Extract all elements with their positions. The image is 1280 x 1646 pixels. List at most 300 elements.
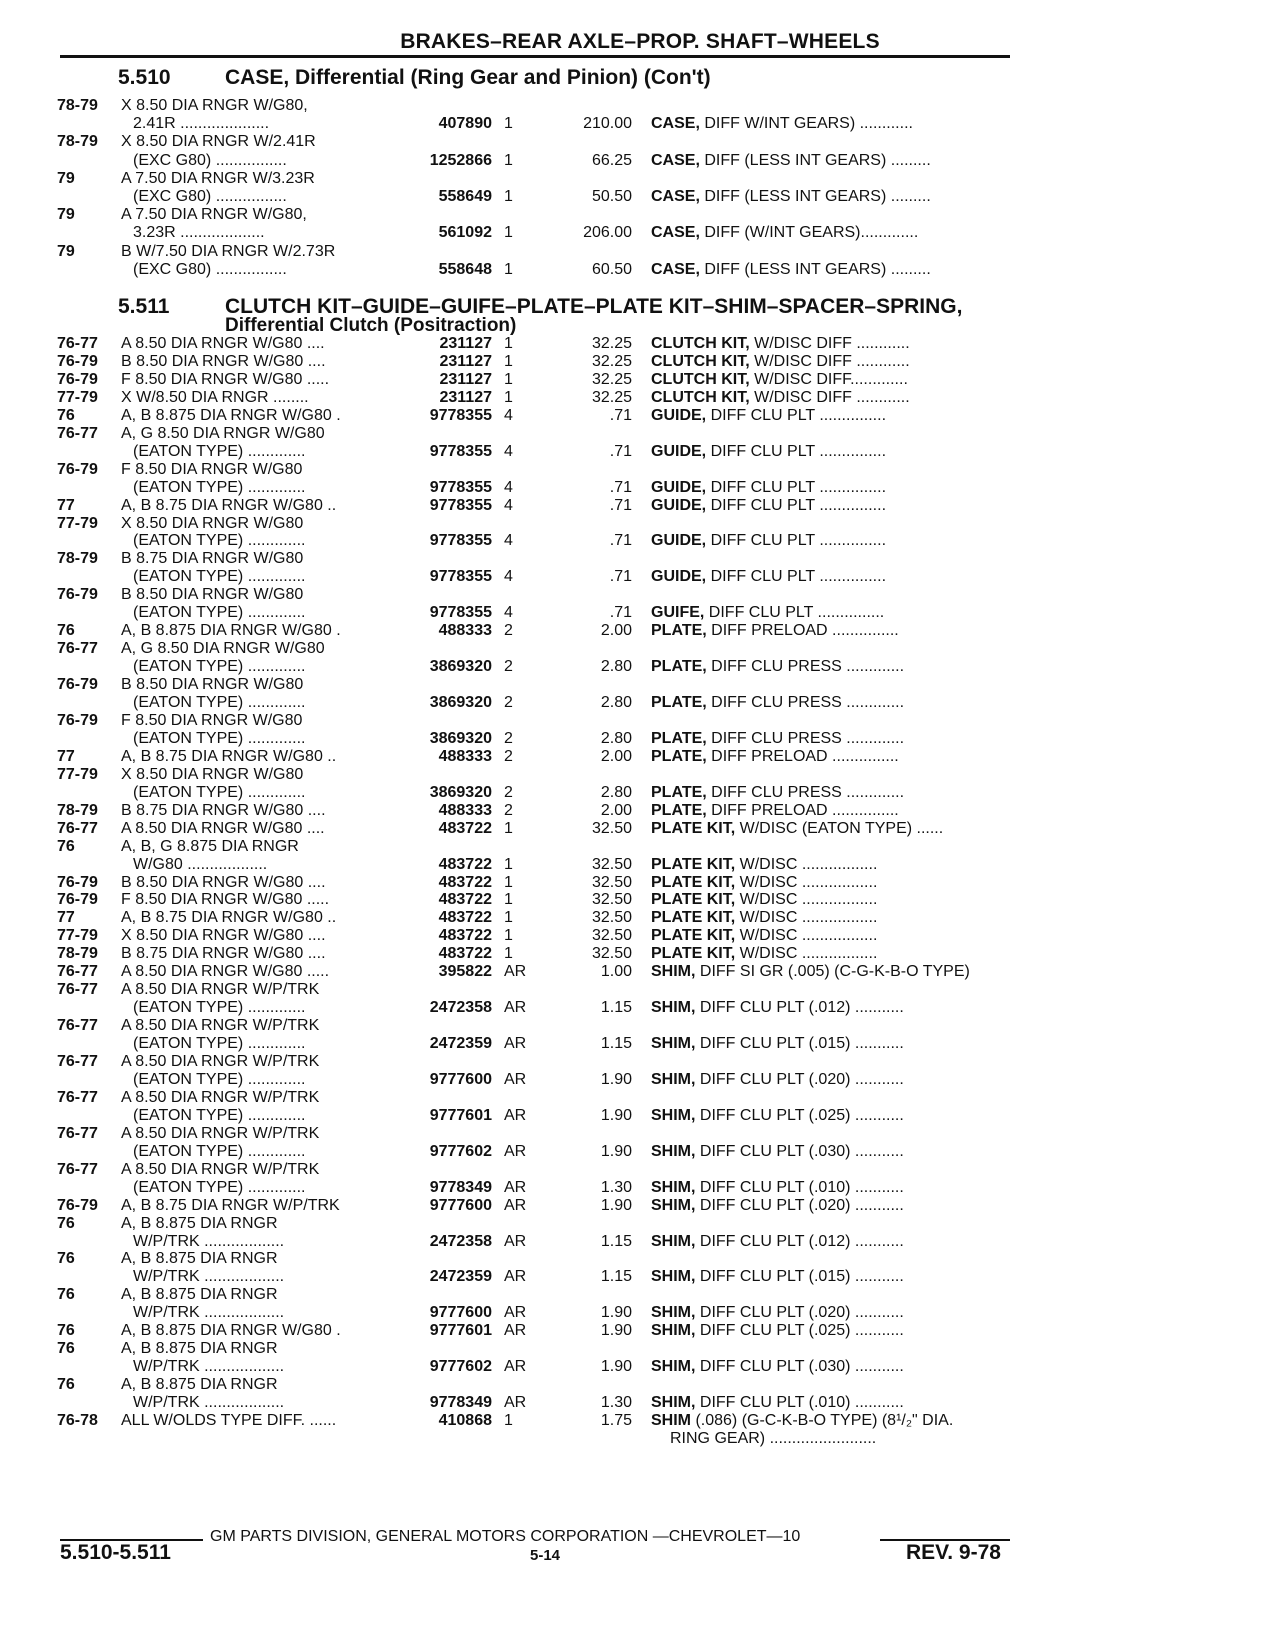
table-row xyxy=(0,114,1280,133)
table-row xyxy=(0,603,1280,622)
model-year: 79 xyxy=(57,169,75,187)
part-name-keyword: SHIM, xyxy=(651,1232,696,1250)
part-number: 3869320 xyxy=(429,658,492,676)
application-description: A 8.50 DIA RNGR W/G80 .... xyxy=(121,335,325,352)
part-name-keyword: PLATE, xyxy=(651,801,707,819)
table-row xyxy=(0,205,1280,224)
part-name-keyword: PLATE KIT, xyxy=(651,945,736,963)
table-row xyxy=(0,478,1280,497)
quantity: 2 xyxy=(504,694,513,711)
table-row xyxy=(0,1160,1280,1179)
model-year: 76-79 xyxy=(57,891,98,909)
price: 32.50 xyxy=(591,891,632,909)
part-number: 3869320 xyxy=(429,694,492,711)
application-description-cont: (EATON TYPE) ............. xyxy=(133,694,306,711)
part-name-keyword: CASE, xyxy=(651,224,700,242)
application-description: A 8.50 DIA RNGR W/G80 ..... xyxy=(121,963,330,981)
part-name-detail: DIFF CLU PLT ............... xyxy=(706,442,887,460)
part-name xyxy=(651,1106,1016,1125)
footer-page-number: 5-14 xyxy=(530,1547,561,1564)
model-year: 76-77 xyxy=(57,981,98,999)
part-name-keyword: SHIM, xyxy=(651,1106,696,1124)
part-name-keyword: PLATE, xyxy=(651,747,707,765)
application-description: A, G 8.50 DIA RNGR W/G80 xyxy=(121,424,325,442)
part-name-detail: W/DISC DIFF ............ xyxy=(749,388,910,406)
table-row xyxy=(0,639,1280,658)
table-row xyxy=(0,334,1280,353)
quantity: 4 xyxy=(504,568,513,586)
quantity: AR xyxy=(504,1358,527,1376)
model-year: 78-79 xyxy=(57,945,98,963)
table-row xyxy=(0,1124,1280,1143)
application-description: A, B 8.875 DIA RNGR xyxy=(121,1214,278,1232)
part-name-detail: DIFF (W/INT GEARS)............. xyxy=(699,224,919,242)
application-description: A, B 8.875 DIA RNGR xyxy=(121,1250,278,1268)
part-name-keyword: SHIM, xyxy=(651,1196,696,1214)
part-name-detail: W/DISC ................. xyxy=(735,891,878,909)
part-name xyxy=(651,621,1016,640)
model-year: 76 xyxy=(57,1286,75,1304)
section-title: CLUTCH KIT–GUIDE–GUIFE–PLATE–PLATE KIT–SHIM–SPACER–SPRING, xyxy=(225,295,963,318)
part-name-detail: DIFF W/INT GEARS) ............ xyxy=(699,115,913,133)
application-description-cont: (EATON TYPE) ............. xyxy=(133,532,306,550)
application-description: F 8.50 DIA RNGR W/G80 ..... xyxy=(121,370,330,388)
quantity: 2 xyxy=(504,783,513,801)
part-number: 407890 xyxy=(438,115,492,133)
title-rule xyxy=(60,55,1010,58)
quantity: 1 xyxy=(504,388,513,406)
application-description: A, B 8.875 DIA RNGR xyxy=(121,1286,278,1304)
part-name-detail: DIFF SI GR (.005) (C-G-K-B-O TYPE) xyxy=(695,963,970,981)
table-row xyxy=(0,1303,1280,1322)
price: 1.90 xyxy=(600,1106,632,1124)
application-description: B W/7.50 DIA RNGR W/2.73R xyxy=(121,242,336,260)
table-row xyxy=(0,729,1280,748)
part-name-detail: DIFF PRELOAD ............... xyxy=(706,622,899,640)
application-description-cont: (EATON TYPE) ............. xyxy=(133,783,306,801)
application-description: X 8.50 DIA RNGR W/G80 xyxy=(121,765,304,783)
quantity: 4 xyxy=(504,478,513,496)
part-name-keyword: CASE, xyxy=(651,115,700,133)
part-number: 9778355 xyxy=(429,604,492,622)
application-description-cont: (EATON TYPE) ............. xyxy=(133,1178,306,1196)
application-description-cont: (EXC G80) ................ xyxy=(133,151,287,169)
quantity: 1 xyxy=(504,188,513,205)
part-number: 483722 xyxy=(438,891,492,909)
part-name-keyword: SHIM xyxy=(651,1412,691,1429)
part-number: 483722 xyxy=(438,945,492,963)
price: 32.50 xyxy=(591,927,632,945)
part-name-keyword: CASE, xyxy=(651,260,700,278)
part-name-keyword: PLATE KIT, xyxy=(651,927,736,945)
quantity: 4 xyxy=(504,496,513,514)
table-row xyxy=(0,1429,1280,1448)
section-header-5510 xyxy=(118,66,711,90)
part-name-keyword: SHIM, xyxy=(651,1268,696,1286)
quantity: 1 xyxy=(504,151,513,169)
quantity: 1 xyxy=(504,335,513,352)
table-row xyxy=(0,496,1280,515)
quantity: 1 xyxy=(504,115,513,133)
part-name-keyword: PLATE, xyxy=(651,694,707,711)
part-name-keyword: PLATE, xyxy=(651,658,707,676)
section-number: 5.511 xyxy=(118,295,170,318)
page-title: BRAKES–REAR AXLE–PROP. SHAFT–WHEELS xyxy=(400,30,880,53)
part-number: 1252866 xyxy=(429,151,492,169)
table-row xyxy=(0,1196,1280,1215)
part-name-keyword: SHIM, xyxy=(651,1358,696,1376)
quantity: 4 xyxy=(504,406,513,424)
quantity: 1 xyxy=(504,873,513,891)
part-name-keyword: GUIDE, xyxy=(651,478,707,496)
part-number: 9777601 xyxy=(429,1322,492,1340)
model-year: 77-79 xyxy=(57,514,98,532)
application-description-cont: W/P/TRK .................. xyxy=(133,1394,285,1412)
table-row xyxy=(0,1052,1280,1071)
part-name xyxy=(651,890,1016,909)
price: 1.15 xyxy=(600,1268,632,1286)
quantity: 2 xyxy=(504,729,513,747)
part-name-keyword: CLUTCH KIT, xyxy=(651,335,750,352)
quantity: 4 xyxy=(504,604,513,622)
price: 1.30 xyxy=(600,1394,632,1412)
table-row xyxy=(0,96,1280,115)
price: 32.25 xyxy=(591,370,632,388)
table-row xyxy=(0,1357,1280,1376)
table-row xyxy=(0,352,1280,371)
part-number: 558648 xyxy=(438,260,492,278)
quantity: 1 xyxy=(504,260,513,278)
part-name-cont: RING GEAR) ........................ xyxy=(670,1429,877,1447)
part-name xyxy=(651,1034,1016,1053)
price: 206.00 xyxy=(583,224,632,242)
table-row xyxy=(0,567,1280,586)
part-name-detail: DIFF CLU PLT (.015) ........... xyxy=(695,1268,904,1286)
application-description-cont: (EATON TYPE) ............. xyxy=(133,604,306,622)
part-name xyxy=(651,496,1016,515)
model-year: 77-79 xyxy=(57,765,98,783)
table-row xyxy=(0,1411,1280,1430)
part-name-detail: W/DISC ................. xyxy=(735,945,878,963)
part-name xyxy=(651,944,1016,963)
part-number: 488333 xyxy=(438,622,492,640)
table-row xyxy=(0,980,1280,999)
part-name-detail: DIFF CLU PLT (.010) ........... xyxy=(695,1178,904,1196)
part-name xyxy=(651,1303,1016,1322)
table-row xyxy=(0,406,1280,425)
part-name xyxy=(651,873,1016,892)
table-row xyxy=(0,169,1280,188)
application-description: B 8.50 DIA RNGR W/G80 .... xyxy=(121,352,326,370)
part-name-detail: DIFF CLU PLT (.015) ........... xyxy=(695,1035,904,1053)
part-name xyxy=(651,747,1016,766)
table-row xyxy=(0,765,1280,784)
model-year: 76-79 xyxy=(57,352,98,370)
price: 2.80 xyxy=(600,658,632,676)
part-number: 9777601 xyxy=(429,1106,492,1124)
price: 32.50 xyxy=(591,855,632,873)
quantity: AR xyxy=(504,963,527,981)
part-name-keyword: SHIM, xyxy=(651,1394,696,1412)
application-description-cont: (EATON TYPE) ............. xyxy=(133,1035,306,1053)
table-row xyxy=(0,1070,1280,1089)
part-name-keyword: SHIM, xyxy=(651,1035,696,1053)
table-row xyxy=(0,1393,1280,1412)
part-name xyxy=(651,1411,1016,1430)
quantity: 1 xyxy=(504,819,513,837)
table-row xyxy=(0,549,1280,568)
application-description: A, B 8.75 DIA RNGR W/G80 .. xyxy=(121,747,337,765)
model-year: 76-77 xyxy=(57,1088,98,1106)
part-number: 395822 xyxy=(438,963,492,981)
section-number: 5.510 xyxy=(118,66,171,89)
part-name-detail: DIFF CLU PLT ............... xyxy=(706,532,887,550)
application-description: A, B 8.875 DIA RNGR W/G80 . xyxy=(121,406,341,424)
part-number: 9778355 xyxy=(429,532,492,550)
application-description: A 7.50 DIA RNGR W/3.23R xyxy=(121,169,315,187)
part-number: 2472358 xyxy=(429,999,492,1017)
quantity: AR xyxy=(504,1035,527,1053)
application-description: B 8.50 DIA RNGR W/G80 xyxy=(121,586,304,604)
application-description-cont: W/P/TRK .................. xyxy=(133,1304,285,1322)
application-description: F 8.50 DIA RNGR W/G80 xyxy=(121,711,303,729)
application-description: A, G 8.50 DIA RNGR W/G80 xyxy=(121,640,325,658)
part-name-detail: W/DISC DIFF............. xyxy=(749,370,908,388)
application-description: A, B 8.875 DIA RNGR W/G80 . xyxy=(121,1322,341,1340)
part-name-keyword: SHIM, xyxy=(651,1178,696,1196)
application-description: A, B 8.75 DIA RNGR W/G80 .. xyxy=(121,909,337,927)
table-row xyxy=(0,1214,1280,1233)
table-row xyxy=(0,1016,1280,1035)
table-row xyxy=(0,187,1280,206)
part-name xyxy=(651,531,1016,550)
application-description-cont: (EATON TYPE) ............. xyxy=(133,442,306,460)
part-name-keyword: PLATE KIT, xyxy=(651,873,736,891)
part-number: 231127 xyxy=(439,335,492,352)
table-row xyxy=(0,1178,1280,1197)
application-description: A 8.50 DIA RNGR W/P/TRK xyxy=(121,1017,320,1035)
quantity: 2 xyxy=(504,801,513,819)
part-number: 9777602 xyxy=(429,1358,492,1376)
table-row xyxy=(0,514,1280,533)
part-number: 9778355 xyxy=(429,406,492,424)
part-name xyxy=(651,442,1016,461)
part-number: 558649 xyxy=(438,188,492,205)
application-description: A, B 8.875 DIA RNGR xyxy=(121,1376,278,1394)
price: 2.80 xyxy=(600,783,632,801)
part-name-keyword: PLATE KIT, xyxy=(651,819,736,837)
application-description-cont: (EATON TYPE) ............. xyxy=(133,478,306,496)
part-name-detail: W/DISC ................. xyxy=(735,909,878,927)
model-year: 76 xyxy=(57,1214,75,1232)
table-row xyxy=(0,819,1280,838)
table-row xyxy=(0,223,1280,242)
part-name-keyword: GUIDE, xyxy=(651,532,707,550)
model-year: 76-77 xyxy=(57,424,98,442)
part-number: 483722 xyxy=(438,819,492,837)
price: .71 xyxy=(609,406,632,424)
quantity: AR xyxy=(504,1394,527,1412)
model-year: 76-79 xyxy=(57,1196,98,1214)
model-year: 77-79 xyxy=(57,927,98,945)
part-name xyxy=(651,801,1016,820)
part-name-keyword: PLATE, xyxy=(651,622,707,640)
price: 32.25 xyxy=(591,335,632,352)
quantity: AR xyxy=(504,1070,527,1088)
part-name-detail: DIFF CLU PLT (.030) ........... xyxy=(695,1358,904,1376)
quantity: 2 xyxy=(504,622,513,640)
quantity: 1 xyxy=(504,945,513,963)
model-year: 76 xyxy=(57,622,75,640)
price: 1.00 xyxy=(600,963,632,981)
part-name xyxy=(651,783,1016,802)
model-year: 78-79 xyxy=(57,97,98,114)
part-name-detail: DIFF PRELOAD ............... xyxy=(706,801,899,819)
model-year: 76 xyxy=(57,1340,75,1358)
price: 32.50 xyxy=(591,819,632,837)
price: 1.90 xyxy=(600,1322,632,1340)
part-number: 231127 xyxy=(439,352,492,370)
part-number: 9778355 xyxy=(429,478,492,496)
part-number: 9777602 xyxy=(429,1142,492,1160)
table-row xyxy=(0,370,1280,389)
table-row xyxy=(0,783,1280,802)
part-name xyxy=(651,819,1016,838)
part-name-detail: DIFF CLU PRESS ............. xyxy=(706,783,905,801)
application-description: A, B 8.75 DIA RNGR W/G80 .. xyxy=(121,496,337,514)
part-name-keyword: CASE, xyxy=(651,151,700,169)
part-number: 9778349 xyxy=(429,1178,492,1196)
part-name-detail: DIFF CLU PLT (.012) ........... xyxy=(695,1232,904,1250)
application-description: B 8.75 DIA RNGR W/G80 xyxy=(121,550,304,568)
application-description-cont: (EATON TYPE) ............. xyxy=(133,1142,306,1160)
model-year: 78-79 xyxy=(57,133,98,151)
quantity: 2 xyxy=(504,747,513,765)
table-row xyxy=(0,424,1280,443)
part-name-detail: DIFF CLU PRESS ............. xyxy=(706,694,905,711)
price: 1.90 xyxy=(600,1142,632,1160)
model-year: 76-79 xyxy=(57,586,98,604)
part-number: 483722 xyxy=(438,873,492,891)
part-name-keyword: SHIM, xyxy=(651,999,696,1017)
quantity: 1 xyxy=(504,352,513,370)
table-row xyxy=(0,1321,1280,1340)
table-row xyxy=(0,693,1280,712)
model-year: 79 xyxy=(57,242,75,260)
model-year: 76-78 xyxy=(57,1412,98,1429)
part-name-detail: (.086) (G-C-K-B-O TYPE) (8¹/₂" DIA. xyxy=(691,1412,954,1429)
part-name-keyword: GUIDE, xyxy=(651,442,707,460)
part-name xyxy=(651,908,1016,927)
part-name-detail: W/DISC DIFF ............ xyxy=(749,352,910,370)
application-description: ALL W/OLDS TYPE DIFF. ...... xyxy=(121,1412,337,1429)
part-name-keyword: SHIM, xyxy=(651,1070,696,1088)
price: 1.75 xyxy=(600,1412,632,1429)
part-name xyxy=(651,855,1016,874)
price: 50.50 xyxy=(591,188,632,205)
part-name-detail: DIFF CLU PLT ............... xyxy=(706,496,887,514)
quantity: AR xyxy=(504,1304,527,1322)
part-name-detail: W/DISC ................. xyxy=(735,855,878,873)
table-row xyxy=(0,585,1280,604)
part-name-detail: DIFF (LESS INT GEARS) ......... xyxy=(699,151,931,169)
table-row xyxy=(0,621,1280,640)
part-number: 2472359 xyxy=(429,1035,492,1053)
part-name xyxy=(651,370,1016,389)
table-row xyxy=(0,944,1280,963)
price: 1.15 xyxy=(600,1232,632,1250)
table-row xyxy=(0,855,1280,874)
part-number: 561092 xyxy=(438,224,492,242)
table-row xyxy=(0,151,1280,170)
part-name xyxy=(651,334,1016,353)
part-name xyxy=(651,1267,1016,1286)
part-name xyxy=(651,1142,1016,1161)
table-row xyxy=(0,1106,1280,1125)
part-name-keyword: GUIDE, xyxy=(651,568,707,586)
table-row xyxy=(0,388,1280,407)
part-name-keyword: CLUTCH KIT, xyxy=(651,352,750,370)
part-number: 9778355 xyxy=(429,568,492,586)
price: .71 xyxy=(609,532,632,550)
part-number: 9777600 xyxy=(429,1070,492,1088)
part-name-detail: DIFF CLU PLT (.020) ........... xyxy=(695,1304,904,1322)
part-name-keyword: PLATE KIT, xyxy=(651,855,736,873)
quantity: 2 xyxy=(504,658,513,676)
application-description-cont: W/P/TRK .................. xyxy=(133,1232,285,1250)
price: 1.15 xyxy=(600,1035,632,1053)
table-row xyxy=(0,837,1280,856)
model-year: 76-77 xyxy=(57,1053,98,1070)
price: .71 xyxy=(609,442,632,460)
model-year: 76-79 xyxy=(57,711,98,729)
part-number: 3869320 xyxy=(429,729,492,747)
model-year: 77 xyxy=(57,909,75,927)
model-year: 76 xyxy=(57,1322,75,1340)
application-description-cont: (EATON TYPE) ............. xyxy=(133,658,306,676)
application-description: A, B 8.875 DIA RNGR xyxy=(121,1340,278,1358)
model-year: 77 xyxy=(57,496,75,514)
table-row xyxy=(0,1034,1280,1053)
part-name-keyword: SHIM, xyxy=(651,1322,696,1340)
application-description: B 8.50 DIA RNGR W/G80 .... xyxy=(121,873,326,891)
part-name-keyword: SHIM, xyxy=(651,963,696,981)
model-year: 77-79 xyxy=(57,388,98,406)
price: .71 xyxy=(609,568,632,586)
price: 210.00 xyxy=(583,115,632,133)
part-name-keyword: CLUTCH KIT, xyxy=(651,370,750,388)
quantity: 1 xyxy=(504,855,513,873)
price: 2.80 xyxy=(600,729,632,747)
price: 66.25 xyxy=(591,151,632,169)
part-number: 483722 xyxy=(438,855,492,873)
application-description: A, B, G 8.875 DIA RNGR xyxy=(121,837,299,855)
table-row xyxy=(0,1285,1280,1304)
table-row xyxy=(0,531,1280,550)
part-name-keyword: PLATE, xyxy=(651,729,707,747)
price: 1.90 xyxy=(600,1196,632,1214)
part-name xyxy=(651,406,1016,425)
table-row xyxy=(0,962,1280,981)
table-row xyxy=(0,1142,1280,1161)
quantity: 4 xyxy=(504,442,513,460)
part-name-detail: DIFF CLU PLT (.020) ........... xyxy=(695,1196,904,1214)
price: 32.25 xyxy=(591,388,632,406)
model-year: 78-79 xyxy=(57,801,98,819)
quantity: AR xyxy=(504,1178,527,1196)
application-description: A, B 8.875 DIA RNGR W/G80 . xyxy=(121,622,341,640)
price: 2.00 xyxy=(600,622,632,640)
